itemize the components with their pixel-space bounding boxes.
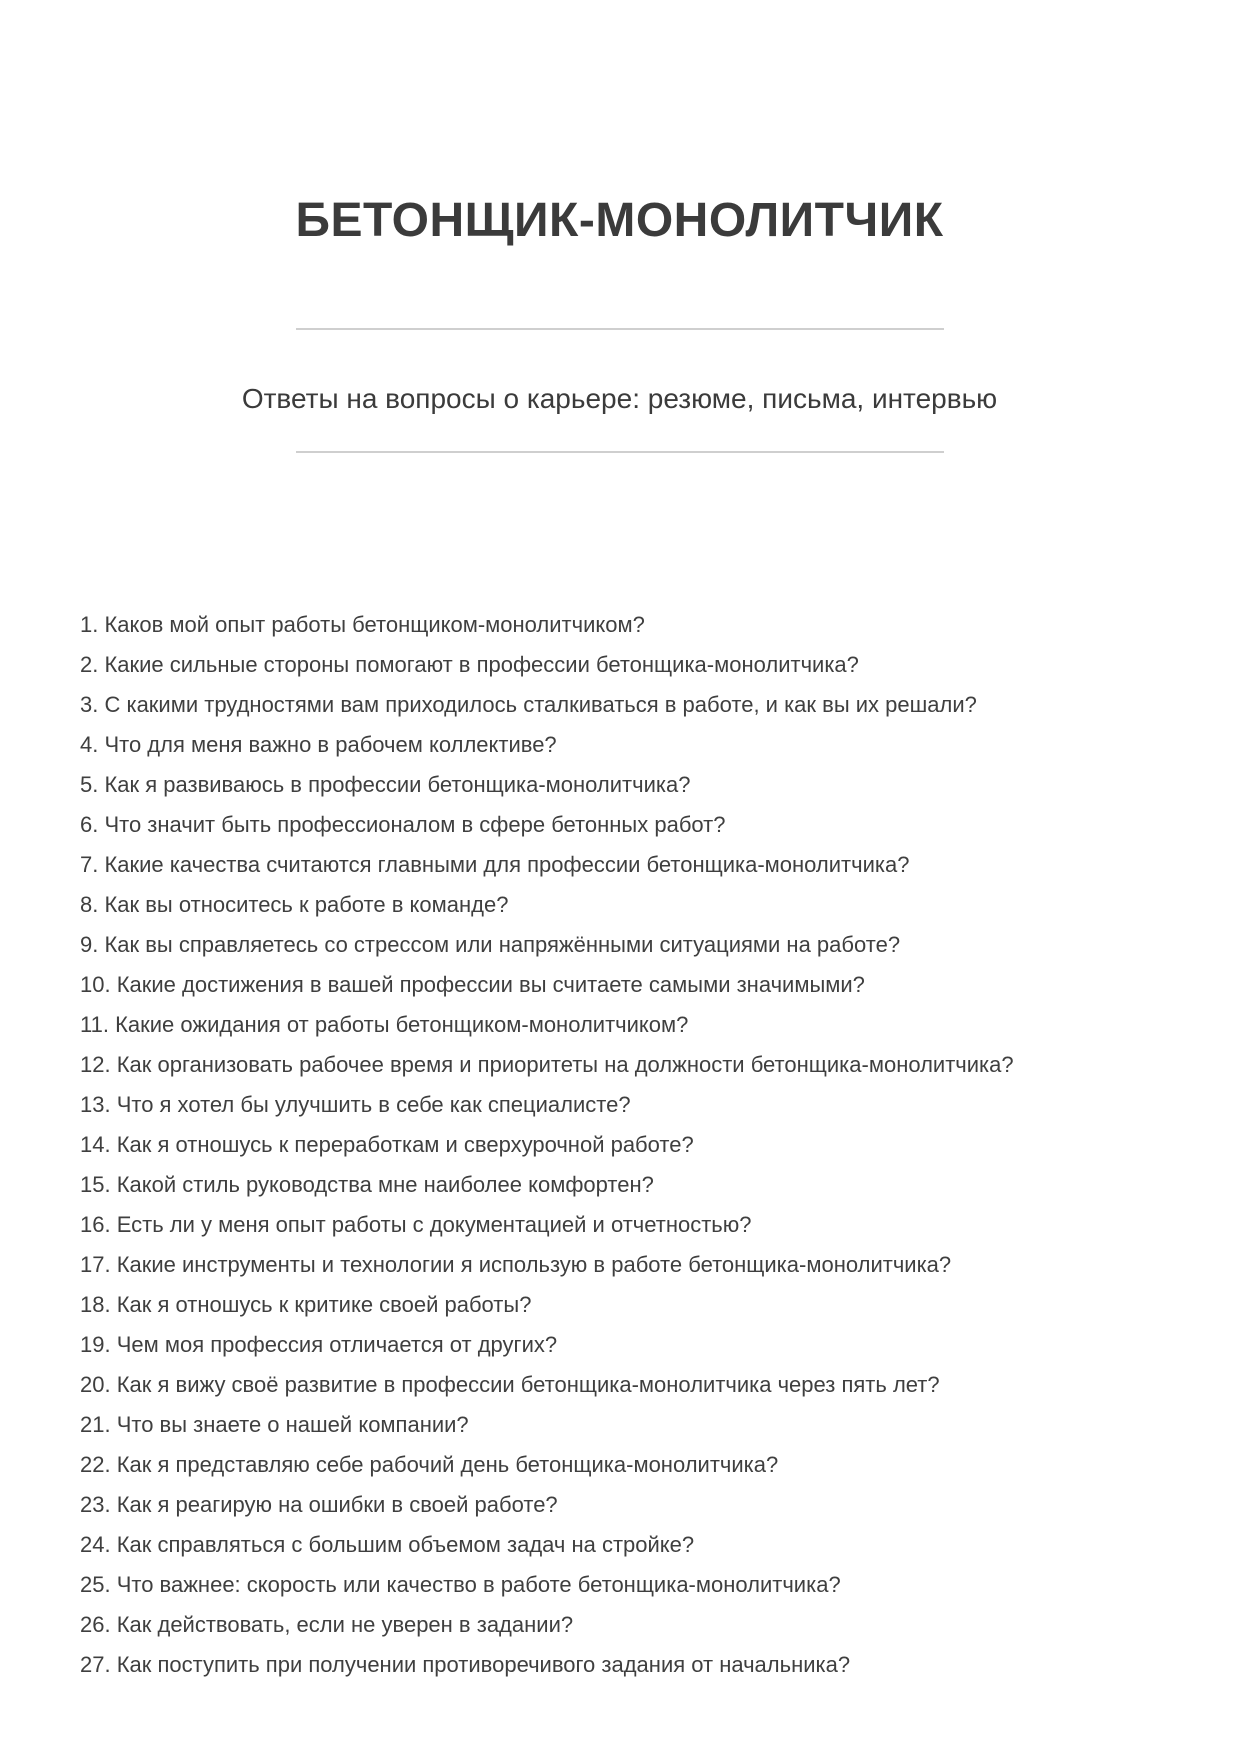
question-item: 27. Как поступить при получении противоречивого задания от начальника? <box>80 1652 851 1678</box>
question-item: 3. С какими трудностями вам приходилось сталкиваться в работе, и как вы их решали? <box>80 692 977 718</box>
question-item: 9. Как вы справляетесь со стрессом или напряжёнными ситуациями на работе? <box>80 932 901 958</box>
question-item: 4. Что для меня важно в рабочем коллективе? <box>80 732 557 758</box>
divider-line-top <box>296 328 944 330</box>
question-item: 7. Какие качества считаются главными для профессии бетонщика-монолитчика? <box>80 852 910 878</box>
question-item: 20. Как я вижу своё развитие в профессии бетонщика-монолитчика через пять лет? <box>80 1372 940 1398</box>
page-title: БЕТОНЩИК-МОНОЛИТЧИК <box>295 194 944 247</box>
question-item: 12. Как организовать рабочее время и приоритеты на должности бетонщика-монолитчика? <box>80 1052 1014 1078</box>
question-item: 24. Как справляться с большим объемом задач на стройке? <box>80 1532 695 1558</box>
question-item: 13. Что я хотел бы улучшить в себе как специалисте? <box>80 1092 631 1118</box>
question-item: 2. Какие сильные стороны помогают в профессии бетонщика-монолитчика? <box>80 652 859 678</box>
question-item: 22. Как я представляю себе рабочий день бетонщика-монолитчика? <box>80 1452 779 1478</box>
question-item: 6. Что значит быть профессионалом в сфере бетонных работ? <box>80 812 726 838</box>
question-item: 16. Есть ли у меня опыт работы с документацией и отчетностью? <box>80 1212 752 1238</box>
question-item: 26. Как действовать, если не уверен в задании? <box>80 1612 574 1638</box>
question-item: 18. Как я отношусь к критике своей работы? <box>80 1292 532 1318</box>
question-item: 14. Как я отношусь к переработкам и сверхурочной работе? <box>80 1132 694 1158</box>
question-item: 17. Какие инструменты и технологии я использую в работе бетонщика-монолитчика? <box>80 1252 952 1278</box>
question-item: 1. Каков мой опыт работы бетонщиком-монолитчиком? <box>80 612 645 638</box>
question-item: 15. Какой стиль руководства мне наиболее комфортен? <box>80 1172 654 1198</box>
question-item: 21. Что вы знаете о нашей компании? <box>80 1412 469 1438</box>
questions-list <box>0 605 1239 1685</box>
question-item: 23. Как я реагирую на ошибки в своей работе? <box>80 1492 558 1518</box>
question-item: 11. Какие ожидания от работы бетонщиком-монолитчиком? <box>80 1012 689 1038</box>
question-item: 10. Какие достижения в вашей профессии вы считаете самыми значимыми? <box>80 972 865 998</box>
question-item: 19. Чем моя профессия отличается от других? <box>80 1332 558 1358</box>
question-item: 25. Что важнее: скорость или качество в работе бетонщика-монолитчика? <box>80 1572 841 1598</box>
question-item: 5. Как я развиваюсь в профессии бетонщика-монолитчика? <box>80 772 691 798</box>
question-item: 8. Как вы относитесь к работе в команде? <box>80 892 509 918</box>
page-subtitle: Ответы на вопросы о карьере: резюме, письма, интервью <box>241 382 998 414</box>
divider-line-bottom <box>296 451 944 453</box>
